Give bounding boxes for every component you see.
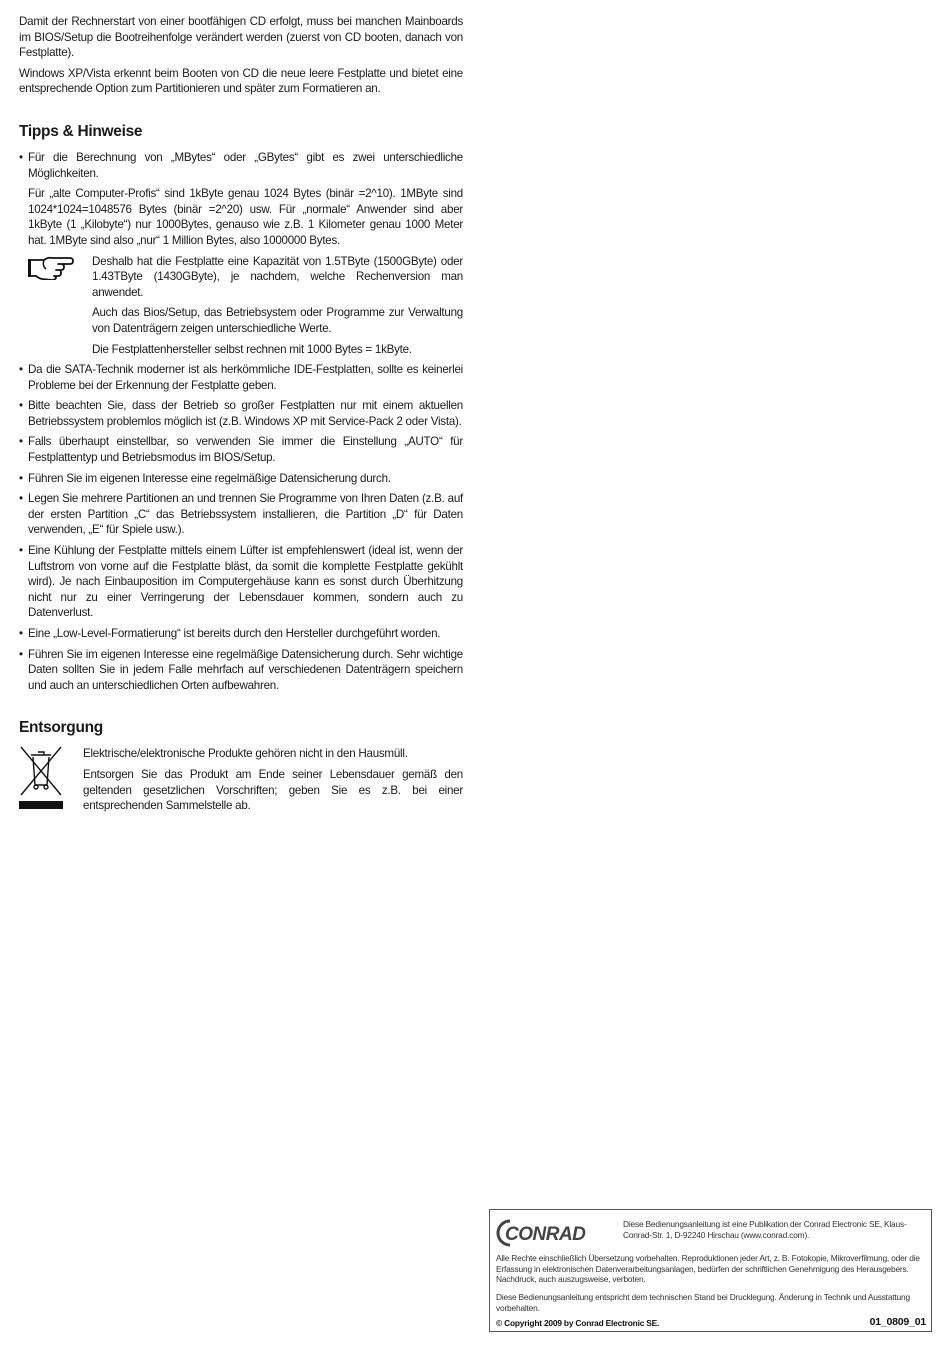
bullet-text: Bitte beachten Sie, dass der Betrieb so großer Festplatten nur mit einem aktuellen Betriebssystem problemlos möglich ist (z.B. Windows XP mit Service-Pack 2 oder Vista).: [28, 399, 463, 428]
note-paragraph: Auch das Bios/Setup, das Betriebsystem oder Programme zur Verwaltung von Datenträgern zeigen unterschiedliche Werte.: [92, 306, 463, 335]
intro-paragraph-2: Windows XP/Vista erkennt beim Booten von CD die neue leere Festplatte und bietet eine entsprechende Option zum Partitionieren und später zum Formatieren an.: [19, 66, 463, 96]
bullet-mark: •: [19, 399, 23, 413]
list-item: [19, 471, 463, 487]
list-item: [19, 647, 463, 694]
crossed-out-bin-icon: [19, 745, 63, 809]
pointing-hand-icon: [28, 254, 74, 280]
publisher-footer: [489, 1209, 932, 1332]
list-item: [19, 491, 463, 538]
conrad-logo: [496, 1219, 608, 1247]
list-item: [19, 626, 463, 642]
copyright: © Copyright 2009 by Conrad Electronic SE.: [496, 1318, 660, 1328]
bullet-mark: •: [19, 492, 23, 506]
bullet-text: Da die SATA-Technik moderner ist als herkömmliche IDE-Festplatten, sollte es keinerlei Probleme bei der Erkennung der Festplatte geben.: [28, 363, 463, 392]
bullet-text: Führen Sie im eigenen Interesse eine regelmäßige Datensicherung durch. Sehr wichtige Daten sollten Sie in jedem Falle mehrfach auf verschiedenen Datenträgern speichern und auch an unterschiedlichen Orten aufbewahren.: [28, 647, 463, 692]
rights-notice: Alle Rechte einschließlich Übersetzung vorbehalten. Reproduktionen jeder Art, z. B. Fotokopie, Mikroverfilmung, oder die Erfassung in elektronischen Datenverarbeitungsanlagen, bedürfen der schriftlichen Genehmigung des Herausgebers. Nachdruck, auch auszugsweise, verboten.: [496, 1253, 920, 1285]
publication-notice: Diese Bedienungsanleitung ist eine Publikation der Conrad Electronic SE, Klaus-Conrad-Str. 1, D-92240 Hirschau (www.conrad.com).: [623, 1219, 907, 1240]
list-item: [19, 543, 463, 621]
note-paragraph: Deshalb hat die Festplatte eine Kapazität von 1.5TByte (1500GByte) oder 1.43TByte (1430GByte), je nachdem, welche Rechenversion man anwendet.: [92, 254, 463, 299]
disposal-heading: Entsorgung: [19, 719, 103, 737]
bullet-mark: •: [19, 150, 23, 164]
list-item: [19, 398, 463, 429]
document-body: [19, 14, 463, 819]
list-item: [19, 434, 463, 465]
tips-heading: Tipps & Hinweise: [19, 122, 143, 140]
bullet-text: Eine Kühlung der Festplatte mittels einem Lüfter ist empfehlenswert (ideal ist, wenn der Luftstrom von vorne auf die Festplatte bläst, da somit die komplette Festplatte gekühlt wird). Je nach Einbauposition im Computergehäuse kann es sonst durch Überhitzung nicht nur zu einer Verringerung der Lebensdauer kommen, sondern auch zu Datenverlust.: [28, 544, 463, 620]
disposal-section: [19, 719, 463, 813]
byte-explanation: Für „alte Computer-Profis“ sind 1kByte genau 1024 Bytes (binär =2^10). 1MByte sind 1024*1024=1048576 Bytes (binär =2^20) usw. Für „normale“ Anwender sind aber 1kByte (1 „Kilobyte“) nur 1000Bytes, genauso wie z.B. 1 Kilometer genau 1000 Meter hat. 1MByte sind also „nur“ 1 Million Bytes, also 1000000 Bytes.: [28, 187, 463, 247]
bullet-mark: •: [19, 544, 23, 558]
intro-paragraph-1: Damit der Rechnerstart von einer bootfähigen CD erfolgt, muss bei manchen Mainboards im BIOS/Setup die Bootreihenfolge verändert werden (zuerst von CD booten, danach von Festplatte).: [19, 15, 463, 60]
bullet-mark: •: [19, 435, 23, 449]
bullet-text: Führen Sie im eigenen Interesse eine regelmäßige Datensicherung durch.: [28, 471, 391, 485]
bullet-mark: •: [19, 627, 23, 640]
note-block: [28, 254, 463, 358]
bullet-text: Legen Sie mehrere Partitionen an und trennen Sie Programme von Ihren Daten (z.B. auf der ersten Partition „C“ das Betriebssystem installieren, die Partition „D“ für Daten verwenden, „E“ für Spiele usw.).: [28, 492, 463, 537]
disposal-paragraph: Elektrische/elektronische Produkte gehören nicht in den Hausmüll.: [83, 747, 408, 761]
disposal-paragraph: Entsorgen Sie das Produkt am Ende seiner Lebensdauer gemäß den geltenden gesetzlichen Vorschriften; geben Sie es z.B. bei einer entsprechenden Sammelstelle ab.: [83, 767, 463, 813]
bullet-mark: •: [19, 363, 23, 377]
bullet-text: Eine „Low-Level-Formatierung“ ist bereits durch den Hersteller durchgeführt worden.: [28, 627, 441, 640]
list-item: [19, 362, 463, 393]
technical-notice: Diese Bedienungsanleitung entspricht dem technischen Stand bei Drucklegung. Änderung in Technik und Ausstattung vorbehalten.: [496, 1292, 910, 1313]
tips-section: [19, 123, 463, 693]
bullet-text: Falls überhaupt einstellbar, so verwenden Sie immer die Einstellung „AUTO“ für Festplattentyp und Betriebsmodus im BIOS/Setup.: [28, 435, 463, 465]
bullet-mark: •: [19, 471, 23, 485]
disposal-block: [19, 746, 463, 813]
svg-text:CONRAD: CONRAD: [505, 1224, 586, 1245]
bullet-mark: •: [19, 647, 23, 661]
note-paragraph: Die Festplattenhersteller selbst rechnen mit 1000 Bytes = 1kByte.: [92, 342, 412, 356]
document-code: 01_0809_01: [869, 1316, 926, 1328]
bullet-text: Für die Berechnung von „MBytes“ oder „GBytes“ gibt es zwei unterschiedliche Möglichkeiten.: [28, 150, 463, 180]
list-item: [19, 150, 463, 181]
